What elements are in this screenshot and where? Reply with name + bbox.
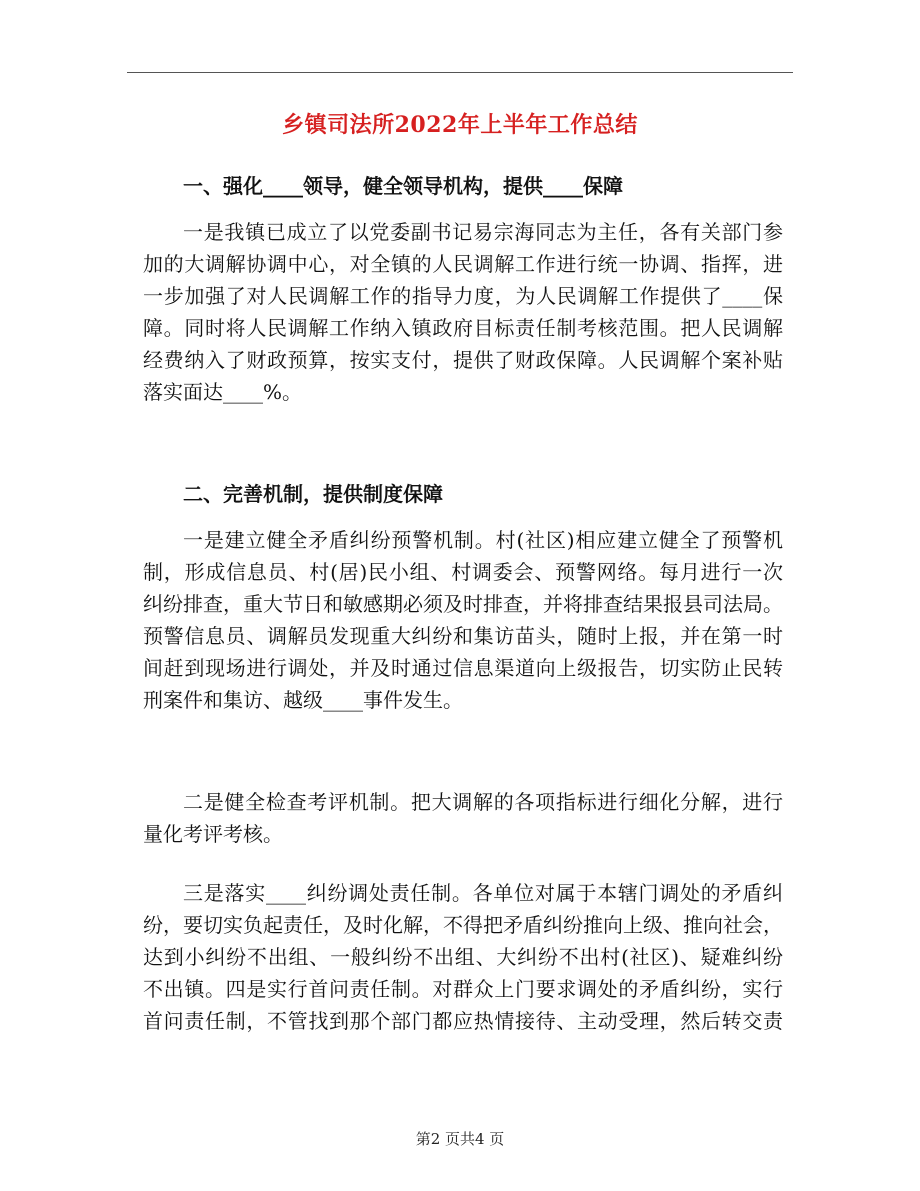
section-heading-2: 二、完善机制，提供制度保障 (183, 482, 443, 506)
paragraph-line: 首问责任制，不管找到那个部门都应热情接待、主动受理，然后转交责 (143, 1009, 783, 1033)
paragraph-line: 障。同时将人民调解工作纳入镇政府目标责任制考核范围。把人民调解 (143, 316, 783, 340)
paragraph (143, 786, 783, 850)
paragraph-line: 二是健全检查考评机制。把大调解的各项指标进行细化分解，进行 (183, 790, 783, 814)
paragraph-line: 纷，要切实负起责任，及时化解，不得把矛盾纠纷推向上级、推向社会， (143, 913, 783, 937)
paragraph (143, 524, 783, 716)
paragraph-line: 量化考评考核。 (143, 822, 283, 846)
paragraph-line: 达到小纠纷不出组、一般纠纷不出组、大纠纷不出村(社区)、疑难纠纷 (143, 945, 783, 969)
paragraph (143, 877, 783, 1037)
paragraph-line: 制，形成信息员、村(居)民小组、村调委会、预警网络。每月进行一次 (143, 560, 783, 584)
paragraph-line: 一是我镇已成立了以党委副书记易宗海同志为主任，各有关部门参 (183, 220, 783, 244)
page-number: 第2 页共4 页 (415, 1130, 505, 1148)
paragraph-line: 纠纷排查，重大节日和敏感期必须及时排查，并将排查结果报县司法局。 (143, 592, 783, 616)
header-rule (127, 72, 793, 73)
paragraph-line: 三是落实____纠纷调处责任制。各单位对属于本辖门调处的矛盾纠 (183, 881, 783, 905)
paragraph (143, 216, 783, 408)
paragraph-line: 落实面达____%。 (143, 380, 303, 404)
paragraph-line: 预警信息员、调解员发现重大纠纷和集访苗头，随时上报，并在第一时 (143, 624, 783, 648)
section-heading-1: 一、强化____领导，健全领导机构，提供____保障 (183, 174, 623, 198)
paragraph-line: 间赶到现场进行调处，并及时通过信息渠道向上级报告，切实防止民转 (143, 656, 783, 680)
document-title: 乡镇司法所2022年上半年工作总结 (282, 112, 638, 138)
paragraph-line: 刑案件和集访、越级____事件发生。 (143, 688, 463, 712)
paragraph-line: 不出镇。四是实行首问责任制。对群众上门要求调处的矛盾纠纷，实行 (143, 977, 783, 1001)
paragraph-line: 一是建立健全矛盾纠纷预警机制。村(社区)相应建立健全了预警机 (183, 528, 783, 552)
paragraph-line: 经费纳入了财政预算，按实支付，提供了财政保障。人民调解个案补贴 (143, 348, 783, 372)
paragraph-line: 加的大调解协调中心，对全镇的人民调解工作进行统一协调、指挥，进 (143, 252, 783, 276)
paragraph-line: 一步加强了对人民调解工作的指导力度，为人民调解工作提供了____保 (143, 284, 783, 308)
